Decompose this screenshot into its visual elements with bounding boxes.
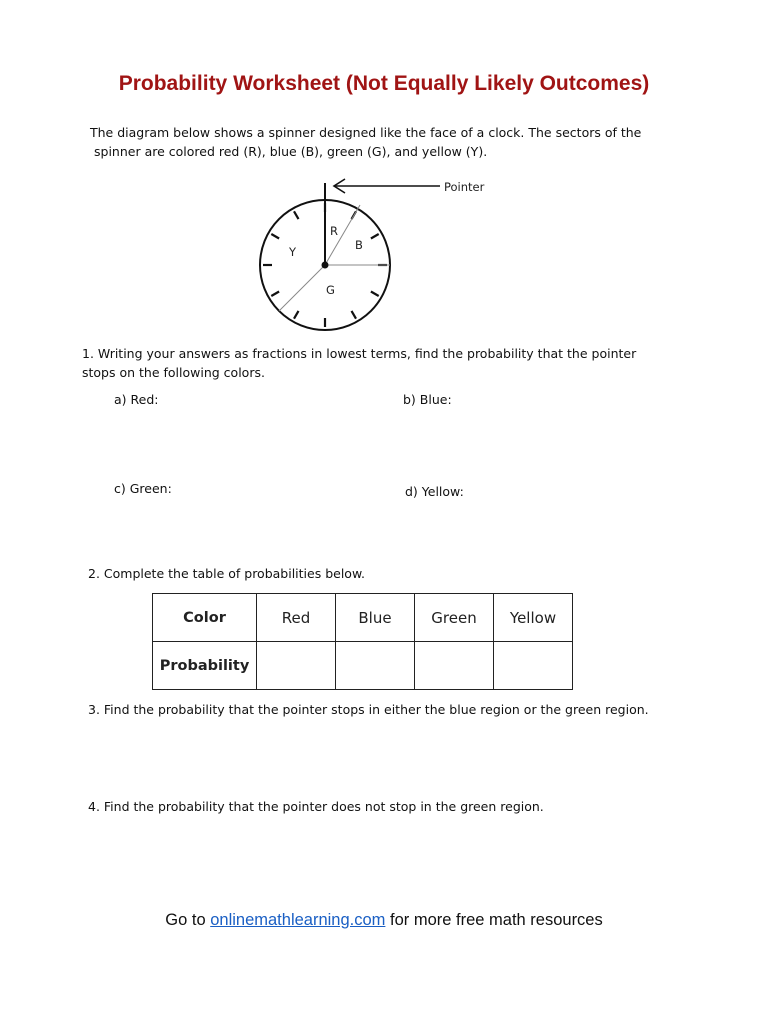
clock-tick [294,311,299,319]
sector-label-red: R [330,224,338,238]
clock-tick [352,311,357,319]
question-4: 4. Find the probability that the pointer does not stop in the green region. [88,799,544,814]
question-1-line-2: stops on the following colors. [82,365,265,380]
footer [0,911,768,930]
table-cell-blue: Blue [336,594,415,642]
probability-cell-red[interactable] [257,642,336,690]
clock-tick [371,292,379,297]
spinner-diagram [245,168,505,333]
footer-suffix: for more free math resources [385,911,603,929]
clock-tick [371,234,379,239]
question-1 [82,344,636,382]
sector-label-yellow: Y [289,245,297,259]
sector-line-green-yellow [279,265,325,311]
sector-label-green: G [326,283,335,297]
probability-cell-green[interactable] [415,642,494,690]
table-cell-green: Green [415,594,494,642]
intro-paragraph [90,123,641,161]
question-1c: c) Green: [114,481,172,496]
footer-link[interactable]: onlinemathlearning.com [210,911,386,929]
pointer-label: Pointer [444,180,485,194]
question-3: 3. Find the probability that the pointer stops in either the blue region or the green region. [88,702,649,717]
probability-cell-yellow[interactable] [494,642,573,690]
question-2: 2. Complete the table of probabilities below. [88,566,365,581]
worksheet-title: Probability Worksheet (Not Equally Likely Outcomes) [118,72,650,95]
question-1-line-1: 1. Writing your answers as fractions in lowest terms, find the probability that the pointer [82,346,637,361]
table-cell-yellow: Yellow [494,594,573,642]
clock-tick [271,292,279,297]
intro-line-2: spinner are colored red (R), blue (B), green (G), and yellow (Y). [94,144,488,159]
probability-cell-blue[interactable] [336,642,415,690]
question-1a: a) Red: [114,392,159,407]
sector-label-blue: B [355,238,363,252]
table-header-probability: Probability [153,642,257,690]
question-1b: b) Blue: [403,392,452,407]
clock-tick [294,211,299,219]
spinner-center [322,262,329,269]
question-1d: d) Yellow: [405,484,464,499]
probability-table [152,593,573,690]
table-row-colors [153,594,573,642]
footer-prefix: Go to [165,911,211,929]
table-header-color: Color [153,594,257,642]
table-cell-red: Red [257,594,336,642]
intro-line-1: The diagram below shows a spinner designed like the face of a clock. The sectors of the [90,125,642,140]
table-row-probabilities [153,642,573,690]
clock-tick [271,234,279,239]
